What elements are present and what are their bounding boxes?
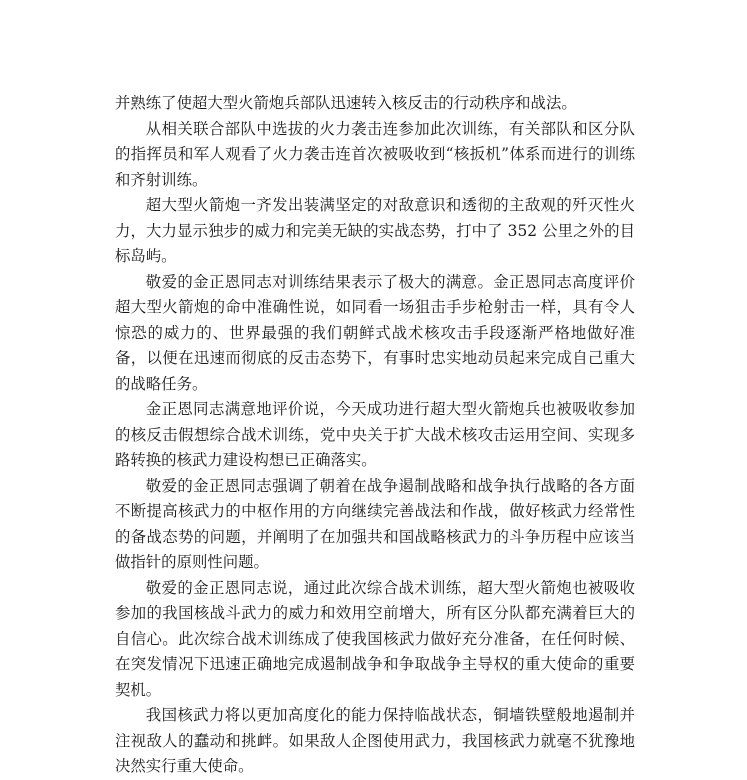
paragraph: 超大型火箭炮一齐发出装满坚定的对敌意识和透彻的主敌观的歼灭性火力，大力显示独步的威力和完美无缺的实战态势，打中了 352 公里之外的目标岛屿。 [115, 196, 635, 265]
article-body [115, 91, 635, 780]
paragraph: 金正恩同志满意地评价说，今天成功进行超大型火箭炮兵也被吸收参加的核反击假想综合战术训练，党中央关于扩大战术核攻击运用空间、实现多路转换的核武力建设构想已正确落实。 [115, 400, 635, 469]
paragraph: 从相关联合部队中选拔的火力袭击连参加此次训练，有关部队和区分队的指挥员和军人观看了火力袭击连首次被吸收到“核扳机”体系而进行的训练和齐射训练。 [115, 119, 635, 189]
paragraph: 敬爱的金正恩同志说，通过此次综合战术训练，超大型火箭炮也被吸收参加的我国核战斗武力的威力和效用空前增大，所有区分队都充满着巨大的自信心。此次综合战术训练成了使我国核武力做好充分准备，在任何时候、在突发情况下迅速正确地完成遏制战争和争取战争主导权的重大使命的重要契机。 [115, 578, 635, 699]
paragraph: 敬爱的金正恩同志对训练结果表示了极大的满意。金正恩同志高度评价超大型火箭炮的命中准确性说，如同看一场狙击手步枪射击一样，具有令人惊恐的威力的、世界最强的我们朝鲜式战术核攻击手段逐渐严格地做好准备，以便在迅速而彻底的反击态势下，有事时忠实地动员起来完成自己重大的战略任务。 [115, 272, 635, 393]
paragraph: 我国核武力将以更加高度化的能力保持临战状态，铜墙铁壁般地遏制并注视敌人的蠢动和挑衅。如果敌人企图使用武力，我国核武力就毫不犹豫地决然实行重大使命。 [115, 706, 635, 775]
paragraph-continued: 并熟练了使超大型火箭炮兵部队迅速转入核反击的行动秩序和战法。 [115, 94, 577, 112]
paragraph: 敬爱的金正恩同志强调了朝着在战争遏制战略和战争执行战略的各方面不断提高核武力的中枢作用的方向继续完善战法和作战，做好核武力经常性的备战态势的问题，并阐明了在加强共和国战略核武力的斗争历程中应该当做指针的原则性问题。 [115, 476, 635, 571]
